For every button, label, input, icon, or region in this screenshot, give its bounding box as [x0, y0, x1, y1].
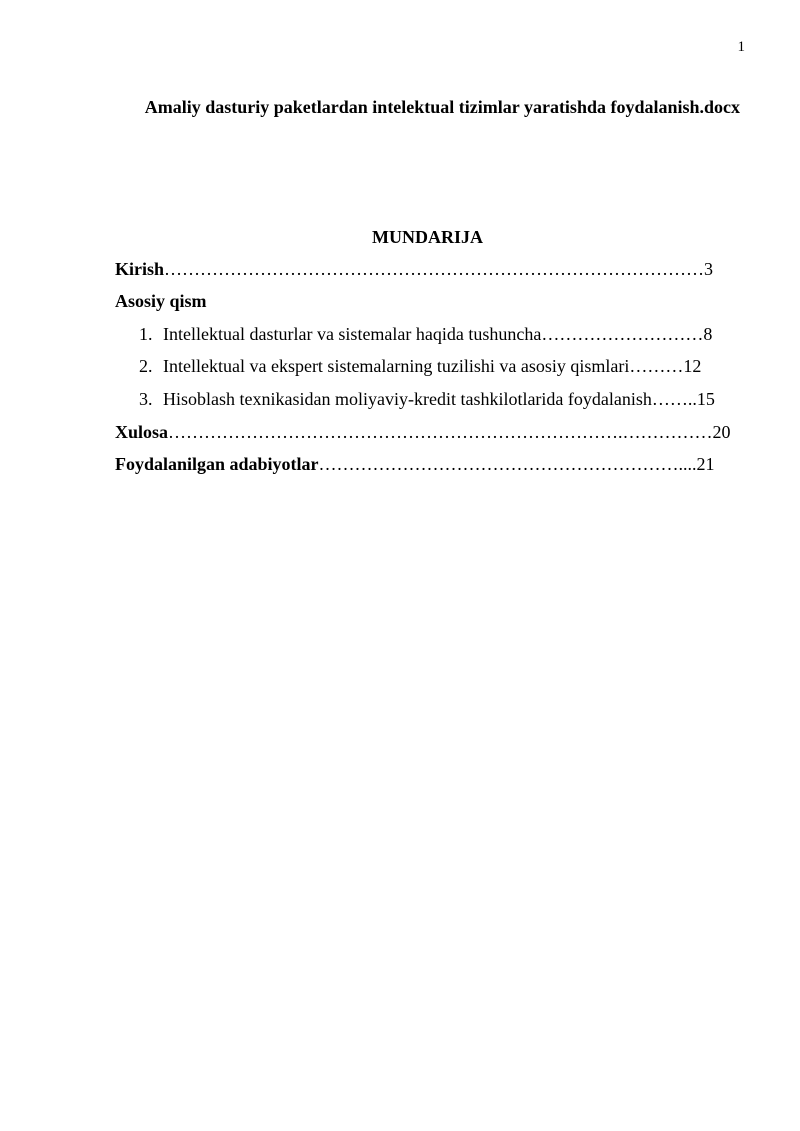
document-title: Amaliy dasturiy paketlardan intelektual tizimlar yaratishda foydalanish.docx [144, 97, 740, 117]
toc-subentry-number: 2. [139, 356, 153, 376]
toc-heading: MUNDARIJA [372, 227, 483, 247]
toc-leader: ……… [629, 356, 684, 376]
toc-page-number: 20 [712, 422, 731, 442]
toc-subentry-number: 1. [139, 324, 153, 344]
toc-subentry-1 [139, 323, 712, 345]
toc-page-number: 21 [696, 454, 715, 474]
toc-section-label: Asosiy qism [115, 291, 207, 311]
toc-leader: …….. [651, 389, 697, 409]
toc-page-number: 3 [704, 259, 714, 279]
toc-entry-label: Foydalanilgan adabiyotlar [115, 454, 319, 474]
toc-leader: ……………………… [541, 324, 704, 344]
toc-subentry-label: Hisoblash texnikasidan moliyaviy-kredit tashkilotlarida foydalanish [163, 389, 652, 409]
toc-entry-xulosa [115, 421, 731, 443]
toc-leader: ………………………………………………………………….…………… [168, 422, 713, 442]
page-number: 1 [737, 39, 745, 55]
toc-subentry-number: 3. [139, 389, 153, 409]
toc-entry-label: Kirish [115, 259, 165, 279]
toc-leader: …………………………………………………….... [318, 454, 697, 474]
toc-entry-kirish [115, 258, 713, 280]
toc-page-number: 15 [696, 389, 715, 409]
toc-subentry-3 [139, 388, 715, 410]
toc-subentry-2 [139, 355, 701, 377]
toc-entry-adabiyotlar [115, 453, 715, 475]
toc-subentry-label: Intellektual dasturlar va sistemalar haqida tushuncha [163, 324, 542, 344]
toc-page-number: 8 [703, 324, 713, 344]
toc-section-asosiy [115, 290, 207, 312]
toc-subentry-label: Intellektual va ekspert sistemalarning tuzilishi va asosiy qismlari [163, 356, 630, 376]
toc-page-number: 12 [683, 356, 702, 376]
toc-leader: ……………………………………………………………………………… [164, 259, 705, 279]
toc-entry-label: Xulosa [115, 422, 169, 442]
